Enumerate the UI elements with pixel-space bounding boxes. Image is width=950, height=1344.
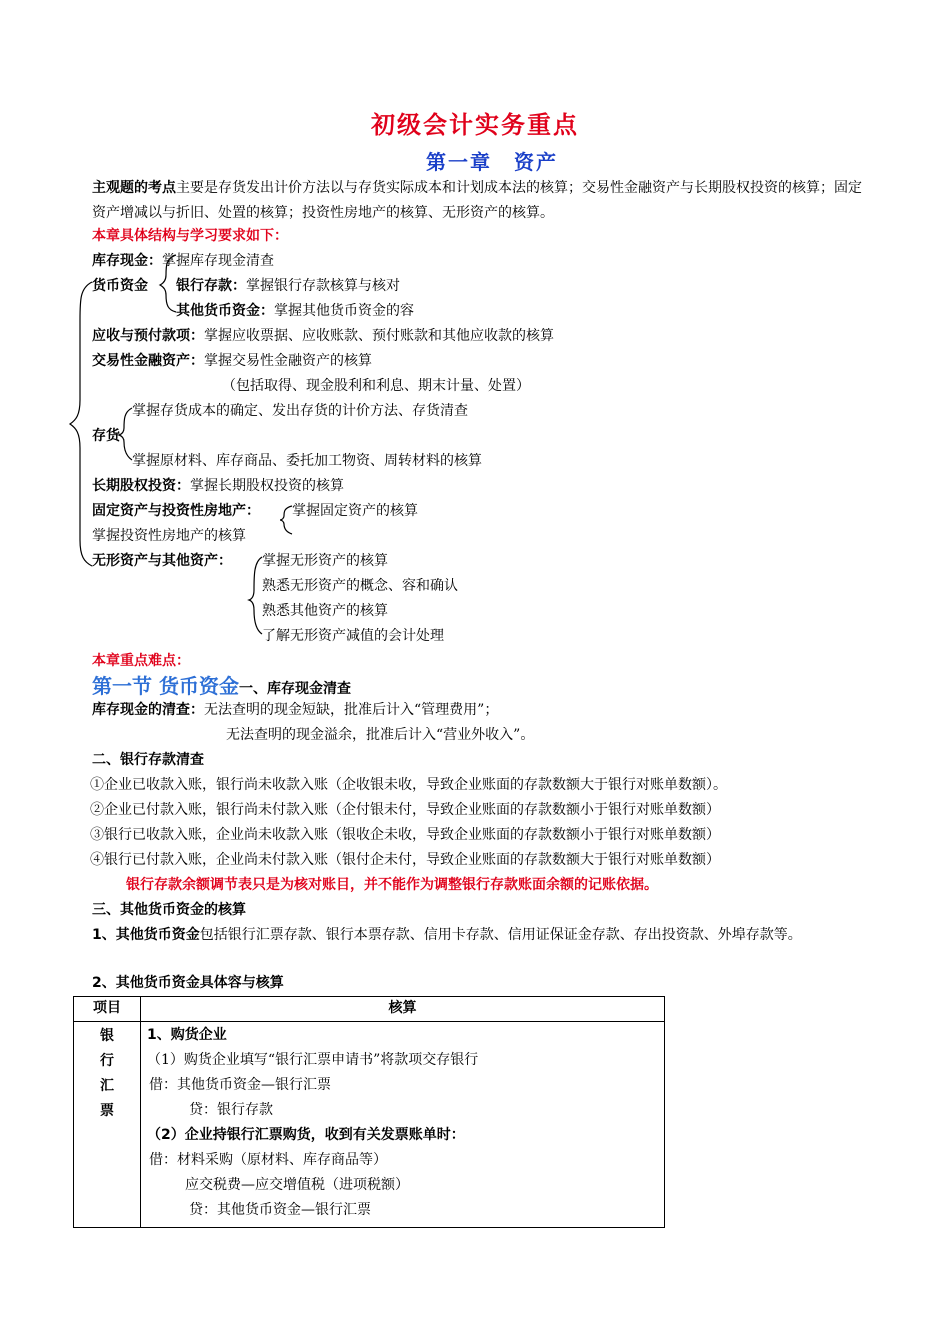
section-1-heading xyxy=(92,672,351,703)
table-line-4: 贷：银行存款 xyxy=(189,1102,273,1118)
inventory-label: 存货 xyxy=(92,428,120,444)
intangible-line-2: 熟悉无形资产的概念、容和确认 xyxy=(262,578,458,594)
cash-label: 库存现金： xyxy=(92,253,162,269)
other-funds-paragraph xyxy=(92,923,862,947)
item-cell xyxy=(74,1022,141,1228)
main-bracket xyxy=(70,282,92,566)
bank-item-2: ②企业已付款入账，银行尚未付款入账（企付银未付，导致企业账面的存款数额小于银行对账单数额） xyxy=(90,802,720,818)
page-title: 初级会计实务重点 xyxy=(371,110,579,139)
item-char: 行 xyxy=(100,1053,114,1069)
outline-bank xyxy=(176,276,400,296)
cash-text: 掌握库存现金清查 xyxy=(162,253,274,269)
intangible-label: 无形资产与其他资产： xyxy=(92,553,232,569)
inventory-line-1: 掌握存货成本的确定、发出存货的计价方法、存货清查 xyxy=(132,403,468,419)
outline-cash xyxy=(92,251,274,271)
bank-item-3: ③银行已收款入账，企业尚未收款入账（银收企未收，导致企业账面的存款数额小于银行对账单数额） xyxy=(90,827,720,843)
table-line-5: （2）企业持银行汇票购货，收到有关发票账单时： xyxy=(147,1127,465,1143)
bank-text: 掌握银行存款核算与核对 xyxy=(246,278,400,294)
table-line-3: 借：其他货币资金—银行汇票 xyxy=(149,1077,331,1093)
cash-check-label: 库存现金的清查： xyxy=(92,702,204,718)
section-1-title: 第一节 货币资金 xyxy=(92,674,239,698)
inventory-bracket xyxy=(119,408,132,460)
accounting-table xyxy=(73,996,665,1228)
table-line-1: 1、购货企业 xyxy=(147,1027,227,1043)
lt-text: 掌握长期股权投资的核算 xyxy=(190,478,344,494)
intangible-line-3: 熟悉其他资产的核算 xyxy=(262,603,388,619)
item-char: 汇 xyxy=(100,1078,114,1094)
section-1-other-2: 2、其他货币资金具体容与核算 xyxy=(92,975,284,991)
other-text: 掌握其他货币资金的容 xyxy=(274,303,414,319)
header-item: 项目 xyxy=(74,997,141,1022)
section-1-sub3: 三、其他货币资金的核算 xyxy=(92,902,246,918)
outline-other xyxy=(176,301,414,321)
item-label xyxy=(74,1022,140,1124)
item-char: 银 xyxy=(100,1028,114,1044)
property-text: 掌握投资性房地产的核算 xyxy=(92,528,246,544)
structure-heading: 本章具体结构与学习要求如下： xyxy=(92,228,288,244)
chapter-title: 第一章 资产 xyxy=(426,150,558,174)
fixed-label: 固定资产与投资性房地产： xyxy=(92,503,260,519)
receivable-label: 应收与预付款项： xyxy=(92,328,204,344)
bank-item-1: ①企业已收款入账，银行尚未收款入账（企收银未收，导致企业账面的存款数额大于银行对账单数额）。 xyxy=(90,777,727,793)
other-label: 其他货币资金： xyxy=(176,303,274,319)
header-accounting: 核算 xyxy=(141,997,665,1022)
section-1-sub1: 一、库存现金清查 xyxy=(238,681,351,697)
lt-label: 长期股权投资： xyxy=(92,478,190,494)
receivable-text: 掌握应收票据、应收账款、预付账款和其他应收款的核算 xyxy=(204,328,554,344)
inventory-line-2: 掌握原材料、库存商品、委托加工物资、周转材料的核算 xyxy=(132,453,482,469)
table-line-8: 贷：其他货币资金—银行汇票 xyxy=(189,1202,371,1218)
cash-check-2: 无法查明的现金溢余，批准后计入“营业外收入”。 xyxy=(226,727,535,743)
table-line-2: （1）购货企业填写“银行汇票申请书”将款项交存银行 xyxy=(147,1052,479,1068)
intro-text: 主要是存货发出计价方法以与存货实际成本和计划成本法的核算；交易性金融资产与长期股权投资的核算；固定资产增减以与折旧、处置的核算；投资性房地产的核算、无形资产的核算。 xyxy=(92,180,862,221)
table-line-7: 应交税费—应交增值税（进项税额） xyxy=(185,1177,409,1193)
monetary-label: 货币资金 xyxy=(92,278,148,294)
intangible-bracket xyxy=(249,557,262,634)
outline-trading xyxy=(92,351,372,371)
item-char: 票 xyxy=(100,1103,114,1119)
section-1-sub2: 二、银行存款清查 xyxy=(92,752,204,768)
outline-long-term xyxy=(92,476,344,496)
cash-check-line-1 xyxy=(92,700,498,720)
trading-text: 掌握交易性金融资产的核算 xyxy=(204,353,372,369)
key-points-heading: 本章重点难点： xyxy=(92,653,190,669)
outline-receivable xyxy=(92,326,554,346)
fixed-bracket xyxy=(280,506,292,534)
bank-note: 银行存款余额调节表只是为核对账目，并不能作为调整银行存款账面余额的记账依据。 xyxy=(126,877,658,893)
other-1-text: 包括银行汇票存款、银行本票存款、信用卡存款、信用证保证金存款、存出投资款、外埠存款等。 xyxy=(199,927,802,943)
bank-label: 银行存款： xyxy=(176,278,246,294)
trading-note: （包括取得、现金股利和利息、期末计量、处置） xyxy=(222,378,530,394)
bank-item-4: ④银行已付款入账，企业尚未付款入账（银付企未付，导致企业账面的存款数额大于银行对账单数额） xyxy=(90,852,720,868)
accounting-cell xyxy=(141,1022,665,1228)
trading-label: 交易性金融资产： xyxy=(92,353,204,369)
table-line-6: 借：材料采购（原材料、库存商品等） xyxy=(149,1152,387,1168)
intangible-line-1: 掌握无形资产的核算 xyxy=(262,553,388,569)
cash-check-1: 无法查明的现金短缺，批准后计入“管理费用”； xyxy=(204,702,499,718)
intro-label: 主观题的考点 xyxy=(92,180,176,196)
fixed-text: 掌握固定资产的核算 xyxy=(292,503,418,519)
intangible-line-4: 了解无形资产减值的会计处理 xyxy=(262,628,444,644)
other-1-label: 1、其他货币资金 xyxy=(92,927,200,943)
